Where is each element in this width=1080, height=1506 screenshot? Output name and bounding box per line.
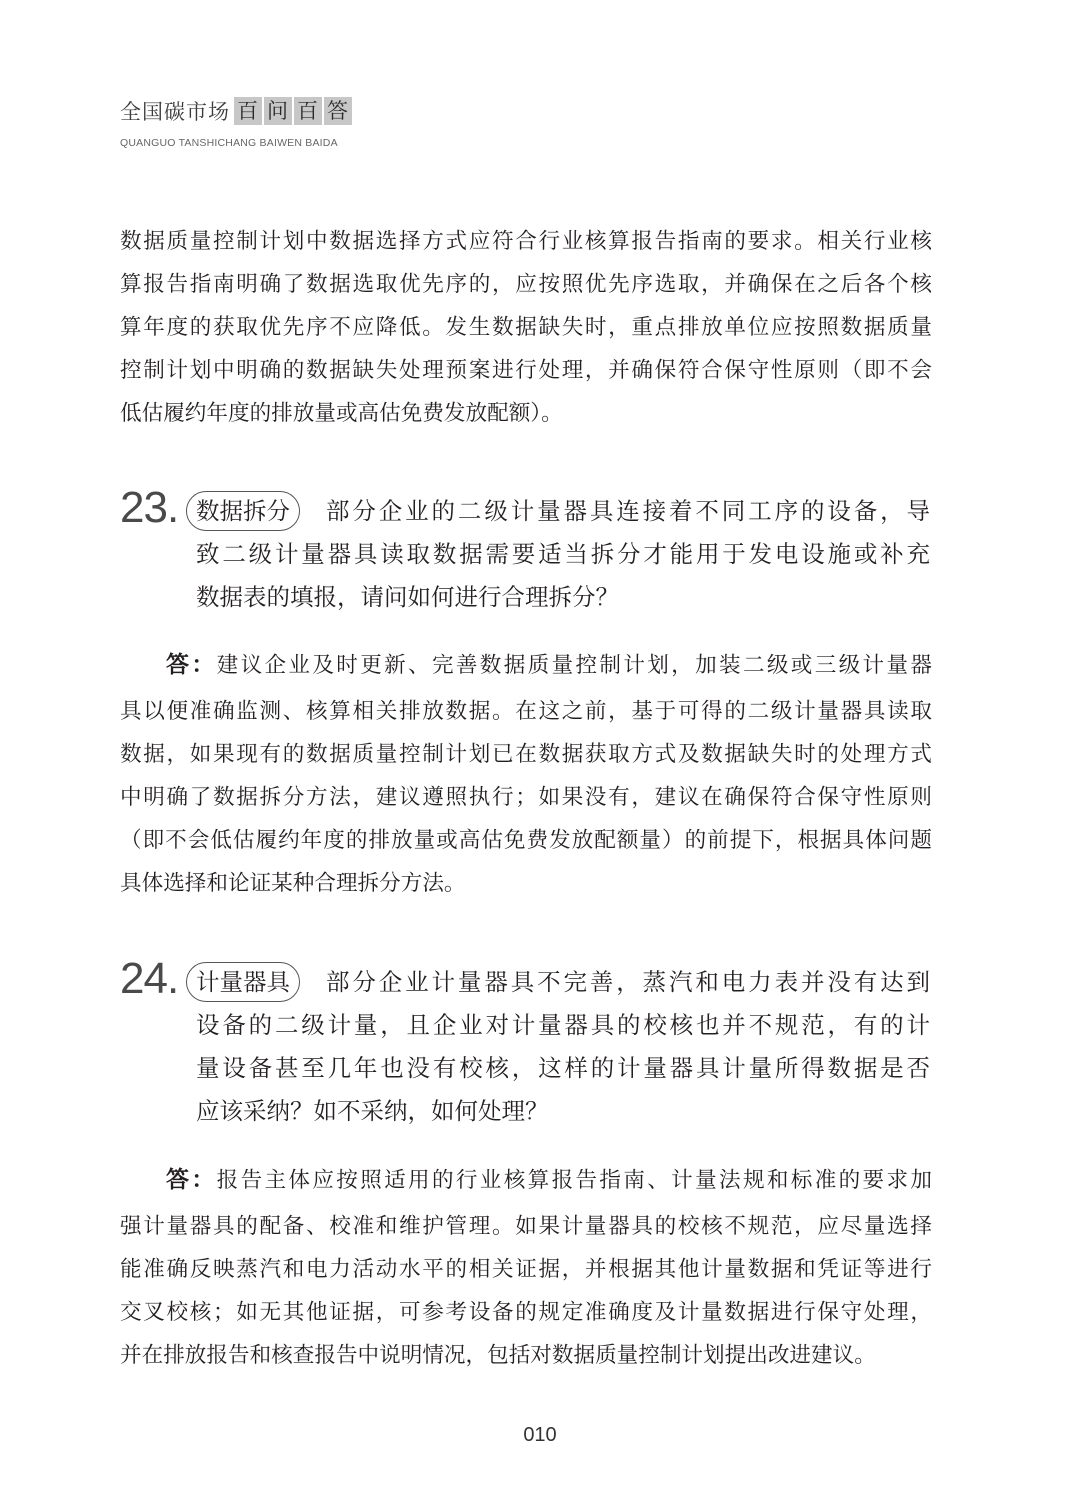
intro-paragraph	[120, 220, 932, 435]
answer-line: 强计量器具的配备、校准和维护管理。如果计量器具的校核不规范，应尽量选择	[120, 1214, 932, 1239]
question-line: 应该采纳？如不采纳，如何处理？	[196, 1097, 549, 1125]
answer-line: 建议企业及时更新、完善数据质量控制计划，加装二级或三级计量器	[216, 653, 932, 678]
text-line: 算年度的获取优先序不应降低。发生数据缺失时，重点排放单位应按照数据质量	[120, 315, 932, 340]
question-line: 部分企业的二级计量器具连接着不同工序的设备，导	[326, 497, 930, 525]
question-tag: 计量器具	[186, 962, 300, 1002]
answer-line: 数据，如果现有的数据质量控制计划已在数据获取方式及数据缺失时的处理方式	[120, 742, 932, 767]
running-header	[120, 96, 352, 149]
question-line: 设备的二级计量，且企业对计量器具的校核也并不规范，有的计	[196, 1011, 930, 1039]
text-line: 低估履约年度的排放量或高估免费发放配额）。	[120, 401, 563, 426]
text-line: 控制计划中明确的数据缺失处理预案进行处理，并确保符合保守性原则（即不会	[120, 358, 932, 383]
answer-first-line	[166, 1159, 932, 1202]
answer-line: 具体选择和论证某种合理拆分方法。	[120, 871, 466, 896]
question-text-first-line	[326, 490, 930, 533]
question-line: 致二级计量器具读取数据需要适当拆分才能用于发电设施或补充	[196, 540, 930, 568]
text-line: 数据质量控制计划中数据选择方式应符合行业核算报告指南的要求。相关行业核	[120, 229, 932, 254]
answer-line: 能准确反映蒸汽和电力活动水平的相关证据，并根据其他计量数据和凭证等进行	[120, 1257, 932, 1282]
question-line: 量设备甚至几年也没有校核，这样的计量器具计量所得数据是否	[196, 1054, 930, 1082]
header-title	[120, 96, 352, 126]
question-text-first-line	[326, 961, 930, 1004]
answer-first-line	[166, 644, 932, 687]
answer-label: 答：	[166, 1167, 217, 1193]
answer-line: （即不会低估履约年度的排放量或高估免费发放配额量）的前提下，根据具体问题	[120, 828, 932, 853]
question-number: 23.	[120, 483, 179, 532]
answer-paragraph	[120, 690, 932, 905]
answer-line: 并在排放报告和核查报告中说明情况，包括对数据质量控制计划提出改进建议。	[120, 1343, 876, 1368]
answer-paragraph	[120, 1205, 932, 1377]
header-title-highlight: 百 问 百 答	[232, 97, 352, 125]
text-line: 算报告指南明确了数据选取优先序的，应按照优先序选取，并确保在之后各个核	[120, 272, 932, 297]
answer-line: 报告主体应按照适用的行业核算报告指南、计量法规和标准的要求加	[216, 1168, 932, 1193]
question-number: 24.	[120, 954, 179, 1003]
answer-line: 交叉校核；如无其他证据，可参考设备的规定准确度及计量数据进行保守处理，	[120, 1300, 932, 1325]
answer-line: 具以便准确监测、核算相关排放数据。在这之前，基于可得的二级计量器具读取	[120, 699, 932, 724]
question-text	[196, 533, 930, 619]
page-number: 010	[523, 1424, 557, 1446]
answer-label: 答：	[166, 652, 217, 678]
question-line: 部分企业计量器具不完善，蒸汽和电力表并没有达到	[326, 968, 930, 996]
header-title-main: 全国碳市场	[120, 100, 230, 124]
question-text	[196, 1004, 930, 1133]
question-line: 数据表的填报，请问如何进行合理拆分？	[196, 583, 619, 611]
header-subtitle: QUANGUO TANSHICHANG BAIWEN BAIDA	[120, 137, 338, 149]
question-tag: 数据拆分	[186, 491, 300, 531]
answer-line: 中明确了数据拆分方法，建议遵照执行；如果没有，建议在确保符合保守性原则	[120, 785, 932, 810]
